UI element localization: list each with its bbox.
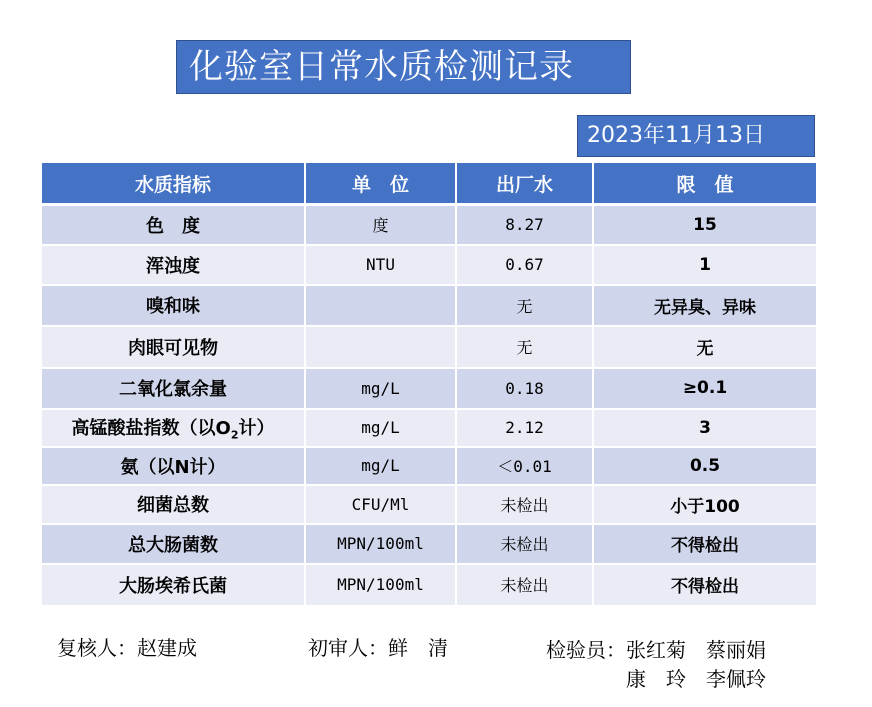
row-limit: 小于100 (593, 485, 816, 524)
row-value: 无 (456, 326, 593, 368)
table-row (42, 285, 816, 326)
header-unit: 单 位 (305, 163, 456, 205)
row-unit: 度 (305, 205, 456, 245)
inspector-label: 检验员： (546, 638, 626, 662)
row-name (42, 409, 305, 447)
header-limit: 限 值 (593, 163, 816, 205)
row-value: 未检出 (456, 564, 593, 606)
table-row (42, 485, 816, 524)
header-outlet-water: 出厂水 (456, 163, 593, 205)
row-name: 大肠埃希氏菌 (42, 564, 305, 606)
table-row (42, 564, 816, 606)
row-name-subscript: 2 (230, 428, 239, 442)
table-row (42, 326, 816, 368)
row-unit: mg/L (305, 409, 456, 447)
inspector-names (626, 634, 766, 692)
row-name: 色 度 (42, 205, 305, 245)
row-name: 浑浊度 (42, 245, 305, 285)
row-limit: 15 (593, 205, 816, 245)
table-row (42, 245, 816, 285)
row-name-suffix: 计） (238, 417, 275, 439)
row-unit: MPN/100ml (305, 524, 456, 564)
table-row (42, 409, 816, 447)
table-row (42, 368, 816, 409)
row-limit: 3 (593, 409, 816, 447)
record-date: 2023年11月13日 (577, 115, 815, 157)
table-row (42, 447, 816, 485)
row-limit: 不得检出 (593, 524, 816, 564)
row-limit: 1 (593, 245, 816, 285)
row-value: 未检出 (456, 485, 593, 524)
inspector-names-line1: 张红菊 蔡丽娟 (626, 638, 766, 662)
header-indicator: 水质指标 (42, 163, 305, 205)
row-name-prefix: 高锰酸盐指数（以O (71, 417, 231, 439)
row-name: 总大肠菌数 (42, 524, 305, 564)
row-unit: MPN/100ml (305, 564, 456, 606)
row-value: 0.67 (456, 245, 593, 285)
row-name: 嗅和味 (42, 285, 305, 326)
row-value: ＜0.01 (456, 447, 593, 485)
inspector-signature (546, 634, 766, 692)
row-unit (305, 285, 456, 326)
row-limit: 0.5 (593, 447, 816, 485)
row-value: 无 (456, 285, 593, 326)
row-unit: NTU (305, 245, 456, 285)
table-header-row (42, 163, 816, 205)
row-value: 8.27 (456, 205, 593, 245)
row-unit: mg/L (305, 447, 456, 485)
water-quality-table (42, 163, 816, 607)
row-unit: CFU/Ml (305, 485, 456, 524)
row-limit: ≥0.1 (593, 368, 816, 409)
row-name: 细菌总数 (42, 485, 305, 524)
row-unit: mg/L (305, 368, 456, 409)
row-limit: 无异臭、异味 (593, 285, 816, 326)
inspector-names-line2: 康 玲 李佩玲 (626, 667, 766, 691)
table-row (42, 524, 816, 564)
reviewer-signature: 复核人：赵建成 (57, 636, 197, 660)
row-unit (305, 326, 456, 368)
first-reviewer-signature: 初审人：鲜 清 (308, 636, 448, 660)
row-name: 肉眼可见物 (42, 326, 305, 368)
row-value: 2.12 (456, 409, 593, 447)
page-title: 化验室日常水质检测记录 (176, 40, 631, 94)
row-name: 氨（以N计） (42, 447, 305, 485)
row-limit: 不得检出 (593, 564, 816, 606)
row-value: 未检出 (456, 524, 593, 564)
row-limit: 无 (593, 326, 816, 368)
table-row (42, 205, 816, 245)
row-name: 二氧化氯余量 (42, 368, 305, 409)
row-value: 0.18 (456, 368, 593, 409)
